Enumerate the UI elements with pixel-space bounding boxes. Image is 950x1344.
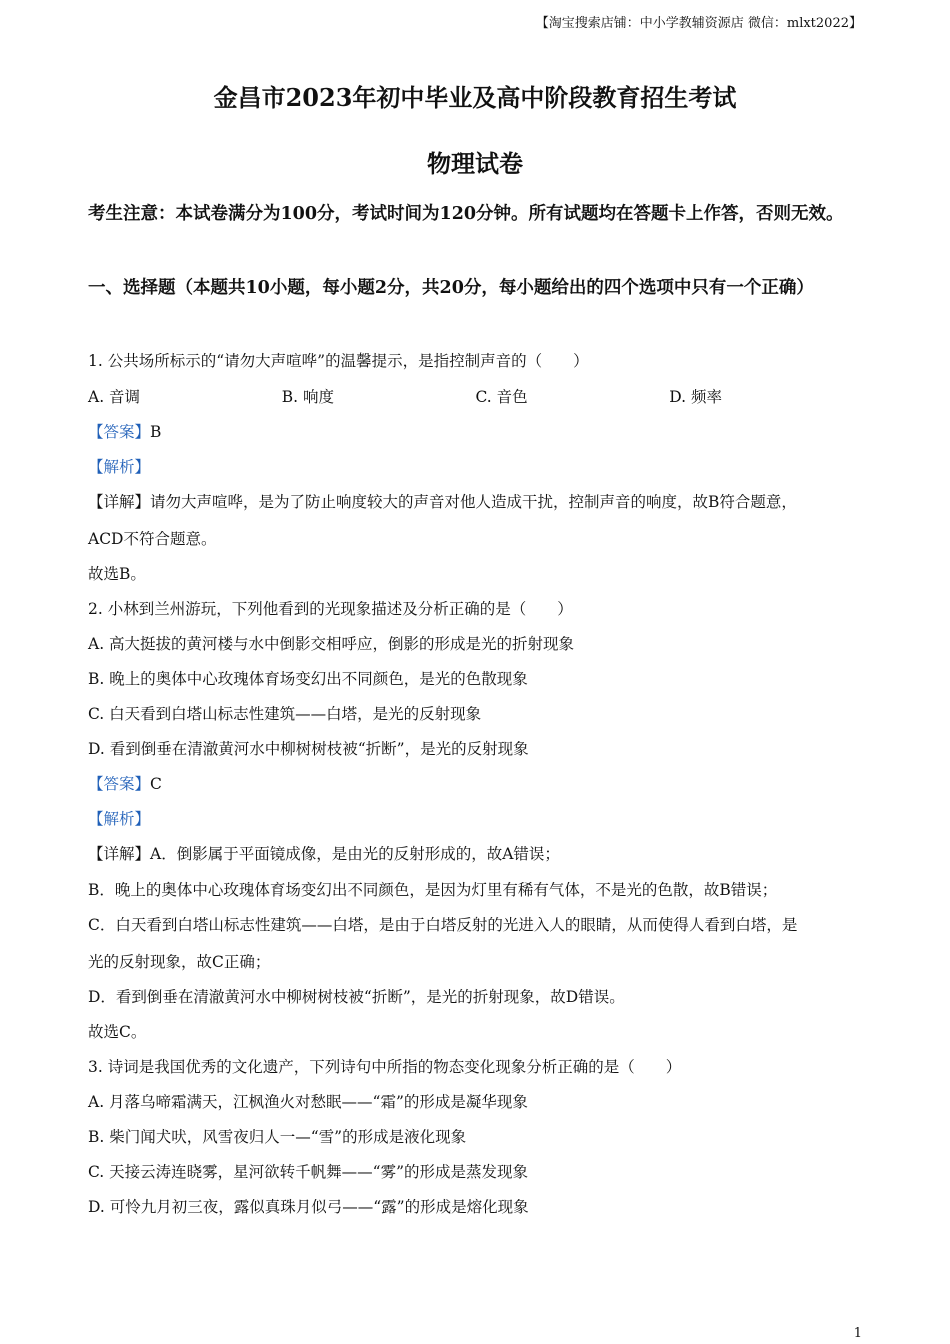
q1-conclusion: 故选B。 <box>88 565 146 583</box>
q2-stem: 2. 小林到兰州游玩，下列他看到的光现象描述及分析正确的是（ ） <box>88 600 573 618</box>
q1-detail-text-1: 请勿大声喧哗，是为了防止响度较大的声音对他人造成干扰，控制声音的响度，故B符合题意， <box>150 493 797 511</box>
q1-detail-line-1 <box>88 491 863 513</box>
q1-answer-value: B <box>150 423 162 441</box>
answer-label: 【答案】 <box>88 775 151 793</box>
q1-option-b: B. 响度 <box>281 388 334 406</box>
q2-detail-d: D．看到倒垂在清澈黄河水中柳树树枝被“折断”，是光的折射现象，故D错误。 <box>88 988 625 1006</box>
q2-detail-c-1: C．白天看到白塔山标志性建筑——白塔，是由于白塔反射的光进入人的眼睛，从而使得人看到白塔，是 <box>88 916 798 934</box>
q3-option-b: B. 柴门闻犬吠，风雪夜归人一—“雪”的形成是液化现象 <box>88 1128 467 1146</box>
q1-analysis-label: 【解析】 <box>88 458 151 476</box>
detail-label: 【详解】 <box>88 845 151 863</box>
q1-options <box>88 386 863 408</box>
q2-answer <box>88 773 863 795</box>
q2-option-a: A. 高大挺拔的黄河楼与水中倒影交相呼应，倒影的形成是光的折射现象 <box>88 635 575 653</box>
q1-answer <box>88 421 863 443</box>
q2-option-d: D. 看到倒垂在清澈黄河水中柳树树枝被“折断”，是光的反射现象 <box>88 740 529 758</box>
section-heading: 一、选择题（本题共10小题，每小题2分，共20分，每小题给出的四个选项中只有一个正确） <box>88 278 814 298</box>
q1-stem: 1. 公共场所标示的“请勿大声喧哗”的温馨提示，是指控制声音的（ ） <box>88 352 589 370</box>
page-number: 1 <box>853 1326 862 1341</box>
q2-analysis-label: 【解析】 <box>88 810 151 828</box>
q2-option-b: B. 晚上的奥体中心玫瑰体育场变幻出不同颜色，是光的色散现象 <box>88 670 528 688</box>
q3-option-d: D. 可怜九月初三夜，露似真珠月似弓——“露”的形成是熔化现象 <box>88 1198 529 1216</box>
answer-label: 【答案】 <box>88 423 151 441</box>
q2-detail-a-text: A．倒影属于平面镜成像，是由光的反射形成的，故A错误； <box>150 845 560 863</box>
exam-notice: 考生注意：本试卷满分为100分，考试时间为120分钟。所有试题均在答题卡上作答，否则无效。 <box>88 204 844 224</box>
header-note: 【淘宝搜索店铺：中小学教辅资源店 微信：mlxt2022】 <box>535 16 862 31</box>
q2-answer-value: C <box>150 775 162 793</box>
detail-label: 【详解】 <box>88 493 151 511</box>
q3-option-c: C. 天接云涛连晓雾，星河欲转千帆舞——“雾”的形成是蒸发现象 <box>88 1163 529 1181</box>
q2-detail-c-2: 光的反射现象，故C正确； <box>88 953 271 971</box>
q2-detail-a <box>88 843 863 865</box>
q3-option-a: A. 月落乌啼霜满天，江枫渔火对愁眠——“霜”的形成是凝华现象 <box>88 1093 528 1111</box>
exam-title: 金昌市2023年初中毕业及高中阶段教育招生考试 <box>213 83 737 112</box>
q1-option-c: C. 音色 <box>475 388 528 406</box>
q1-option-a: A. 音调 <box>88 388 141 406</box>
q2-option-c: C. 白天看到白塔山标志性建筑——白塔，是光的反射现象 <box>88 705 482 723</box>
q1-detail-line-2: ACD不符合题意。 <box>88 530 217 548</box>
exam-subtitle: 物理试卷 <box>427 149 523 178</box>
q3-stem: 3. 诗词是我国优秀的文化遗产，下列诗句中所指的物态变化现象分析正确的是（ ） <box>88 1058 682 1076</box>
q2-detail-b: B．晚上的奥体中心玫瑰体育场变幻出不同颜色，是因为灯里有稀有气体，不是光的色散，故B错误； <box>88 881 778 899</box>
q2-conclusion: 故选C。 <box>88 1023 147 1041</box>
q1-option-d: D. 频率 <box>669 388 722 406</box>
